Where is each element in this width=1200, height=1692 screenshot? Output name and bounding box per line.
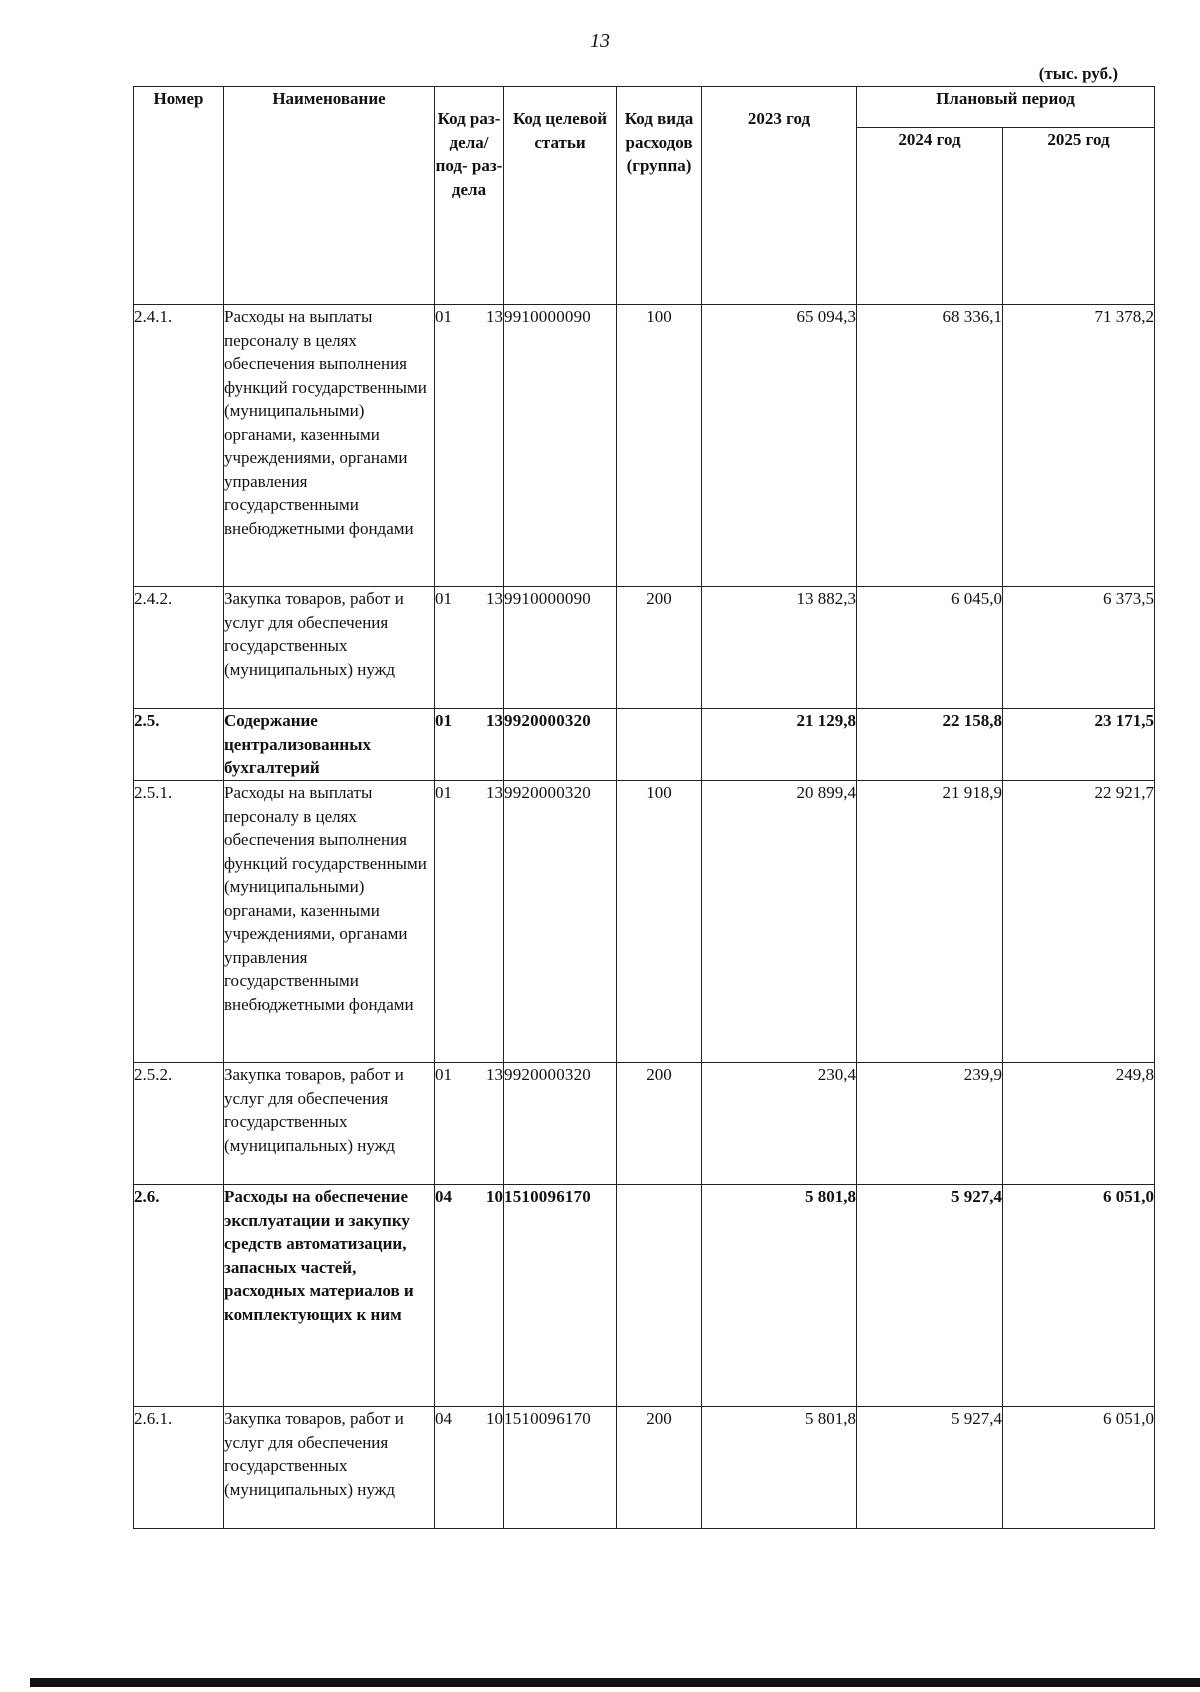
row-expense-group: 200 bbox=[617, 1407, 702, 1529]
budget-table bbox=[133, 86, 1155, 1529]
row-amount-2024: 6 045,0 bbox=[857, 587, 1003, 709]
row-section: 01 bbox=[435, 711, 452, 730]
row-number: 2.6.1. bbox=[134, 1407, 224, 1529]
row-amount-2025: 22 921,7 bbox=[1003, 781, 1155, 1063]
row-name: Закупка товаров, работ и услуг для обеспечения государственных (муниципальных) нужд bbox=[224, 1063, 435, 1185]
row-subsection: 13 bbox=[486, 783, 503, 802]
row-section-code bbox=[435, 587, 504, 709]
row-subsection: 10 bbox=[486, 1409, 503, 1428]
row-amount-2025: 6 051,0 bbox=[1003, 1185, 1155, 1407]
row-name: Закупка товаров, работ и услуг для обеспечения государственных (муниципальных) нужд bbox=[224, 587, 435, 709]
row-target-code: 9920000320 bbox=[504, 781, 617, 1063]
row-target-code: 9920000320 bbox=[504, 1063, 617, 1185]
header-expense-type-label: Код вида расходов (группа) bbox=[624, 109, 694, 175]
row-section-code bbox=[435, 305, 504, 587]
header-expense-type bbox=[617, 87, 702, 305]
row-name: Расходы на выплаты персоналу в целях обеспечения выполнения функций государственными (муниципальными) органами, казенными учреждениями, органами управления государственными внебюджетными фондами bbox=[224, 305, 435, 587]
row-section: 01 bbox=[435, 307, 452, 326]
row-target-code: 9910000090 bbox=[504, 587, 617, 709]
row-amount-2025: 6 373,5 bbox=[1003, 587, 1155, 709]
header-row-top bbox=[134, 87, 1155, 128]
row-number: 2.6. bbox=[134, 1185, 224, 1407]
row-name: Содержание централизованных бухгалтерий bbox=[224, 709, 435, 781]
row-amount-2023: 21 129,8 bbox=[702, 709, 857, 781]
row-amount-2025: 249,8 bbox=[1003, 1063, 1155, 1185]
row-section-code bbox=[435, 709, 504, 781]
header-year-2023-label: 2023 год bbox=[747, 109, 811, 128]
row-amount-2023: 65 094,3 bbox=[702, 305, 857, 587]
row-section: 01 bbox=[435, 589, 452, 608]
row-expense-group bbox=[617, 709, 702, 781]
row-section-code bbox=[435, 781, 504, 1063]
header-planning-period: Плановый период bbox=[857, 87, 1155, 128]
row-number: 2.5.1. bbox=[134, 781, 224, 1063]
row-expense-group bbox=[617, 1185, 702, 1407]
bottom-rule bbox=[30, 1678, 1200, 1687]
row-number: 2.4.1. bbox=[134, 305, 224, 587]
row-subsection: 13 bbox=[486, 307, 503, 326]
row-amount-2024: 22 158,8 bbox=[857, 709, 1003, 781]
row-amount-2024: 5 927,4 bbox=[857, 1407, 1003, 1529]
row-name: Закупка товаров, работ и услуг для обеспечения государственных (муниципальных) нужд bbox=[224, 1407, 435, 1529]
row-section-code bbox=[435, 1407, 504, 1529]
header-target-code bbox=[504, 87, 617, 305]
row-expense-group: 100 bbox=[617, 305, 702, 587]
row-section: 04 bbox=[435, 1409, 452, 1428]
row-section-code bbox=[435, 1185, 504, 1407]
table-row bbox=[134, 781, 1155, 1063]
row-name: Расходы на обеспечение эксплуатации и закупку средств автоматизации, запасных частей, расходных материалов и комплектующих к ним bbox=[224, 1185, 435, 1407]
row-amount-2024: 68 336,1 bbox=[857, 305, 1003, 587]
row-amount-2025: 23 171,5 bbox=[1003, 709, 1155, 781]
row-amount-2024: 239,9 bbox=[857, 1063, 1003, 1185]
table-row bbox=[134, 305, 1155, 587]
table-row bbox=[134, 587, 1155, 709]
row-name: Расходы на выплаты персоналу в целях обеспечения выполнения функций государственными (муниципальными) органами, казенными учреждениями, органами управления государственными внебюджетными фондами bbox=[224, 781, 435, 1063]
row-section: 01 bbox=[435, 783, 452, 802]
header-year-2024: 2024 год bbox=[857, 128, 1003, 305]
row-target-code: 9920000320 bbox=[504, 709, 617, 781]
header-target-code-label: Код целевой статьи bbox=[512, 109, 608, 152]
row-number: 2.5. bbox=[134, 709, 224, 781]
row-amount-2023: 5 801,8 bbox=[702, 1407, 857, 1529]
header-section-code bbox=[435, 87, 504, 305]
row-amount-2025: 6 051,0 bbox=[1003, 1407, 1155, 1529]
row-amount-2023: 230,4 bbox=[702, 1063, 857, 1185]
row-expense-group: 100 bbox=[617, 781, 702, 1063]
table-row bbox=[134, 1407, 1155, 1529]
table-body bbox=[134, 305, 1155, 1529]
row-target-code: 1510096170 bbox=[504, 1407, 617, 1529]
row-amount-2023: 5 801,8 bbox=[702, 1185, 857, 1407]
page-number: 13 bbox=[590, 30, 610, 52]
row-subsection: 10 bbox=[486, 1187, 503, 1206]
row-amount-2024: 5 927,4 bbox=[857, 1185, 1003, 1407]
table-row bbox=[134, 1063, 1155, 1185]
header-number: Номер bbox=[134, 87, 224, 305]
row-target-code: 1510096170 bbox=[504, 1185, 617, 1407]
table-row bbox=[134, 1185, 1155, 1407]
row-number: 2.5.2. bbox=[134, 1063, 224, 1185]
row-amount-2024: 21 918,9 bbox=[857, 781, 1003, 1063]
header-year-2025: 2025 год bbox=[1003, 128, 1155, 305]
row-number: 2.4.2. bbox=[134, 587, 224, 709]
row-section: 01 bbox=[435, 1065, 452, 1084]
row-amount-2023: 13 882,3 bbox=[702, 587, 857, 709]
unit-note: (тыс. руб.) bbox=[1038, 64, 1118, 83]
row-expense-group: 200 bbox=[617, 1063, 702, 1185]
header-section-code-label: Код раз- дела/ под- раз- дела bbox=[435, 109, 503, 199]
header-year-2023 bbox=[702, 87, 857, 305]
header-name: Наименование bbox=[224, 87, 435, 305]
row-section: 04 bbox=[435, 1187, 452, 1206]
row-subsection: 13 bbox=[486, 589, 503, 608]
row-expense-group: 200 bbox=[617, 587, 702, 709]
table-row bbox=[134, 709, 1155, 781]
row-amount-2025: 71 378,2 bbox=[1003, 305, 1155, 587]
row-subsection: 13 bbox=[486, 711, 503, 730]
row-section-code bbox=[435, 1063, 504, 1185]
row-amount-2023: 20 899,4 bbox=[702, 781, 857, 1063]
row-target-code: 9910000090 bbox=[504, 305, 617, 587]
row-subsection: 13 bbox=[486, 1065, 503, 1084]
